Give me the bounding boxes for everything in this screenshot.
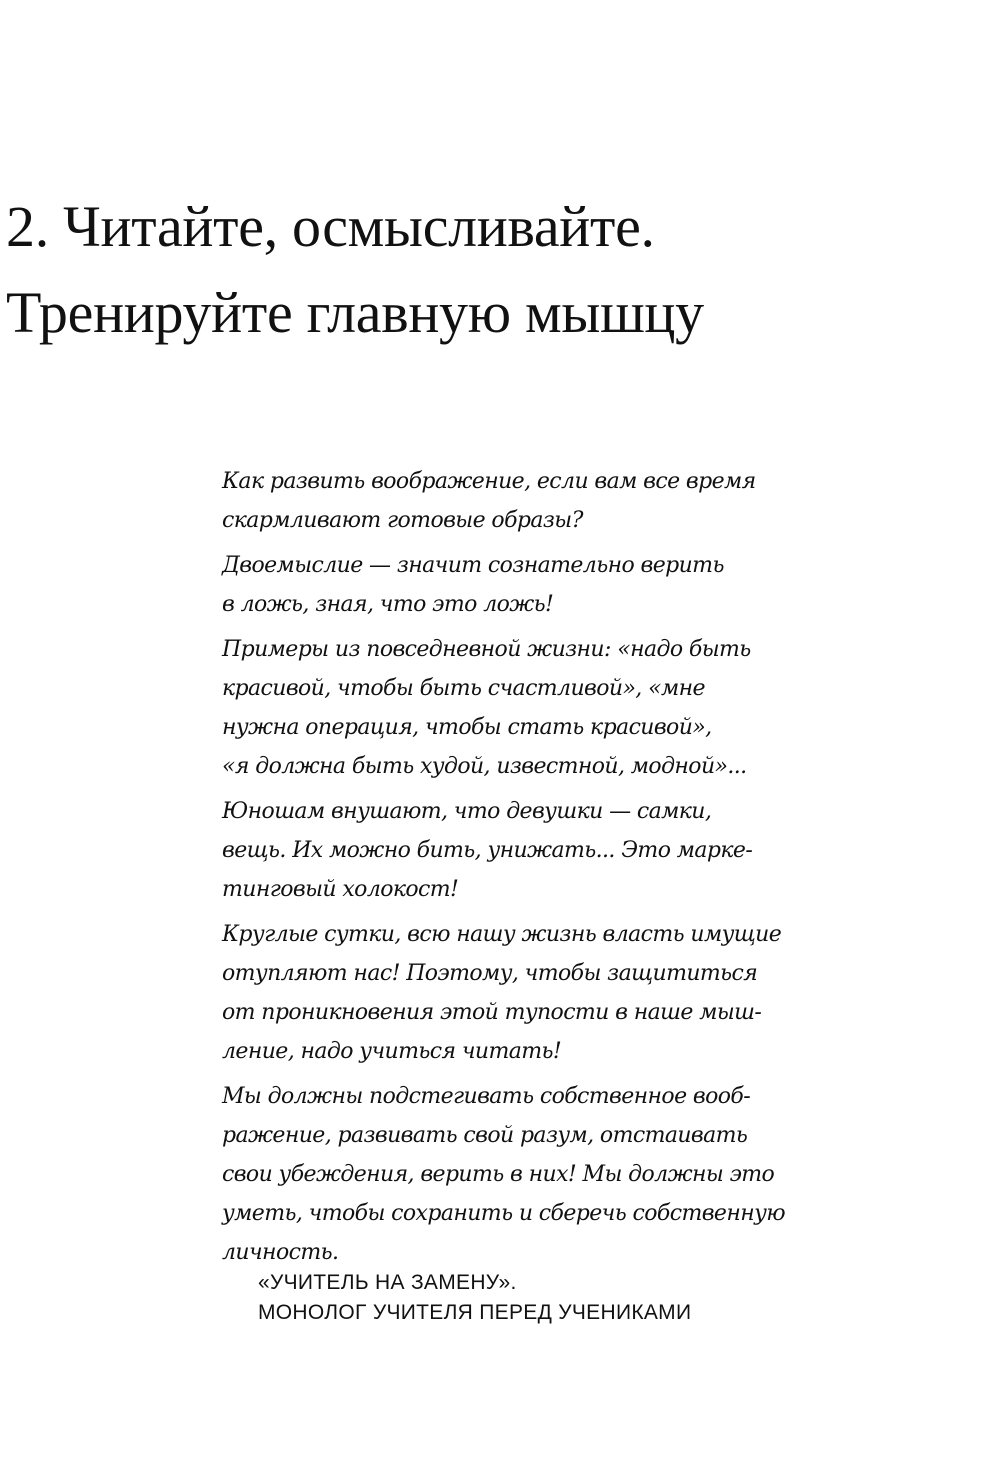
chapter-title-line-2: Тренируйте главную мышцу: [6, 280, 704, 345]
epigraph: [222, 462, 802, 1272]
chapter-title: [6, 184, 966, 356]
epigraph-paragraph: Мы должны подстегивать собственное вооб- ражение, развивать свой разум, отстаивать свои убеждения, верить в них! Мы должны это уметь, чтобы сохранить и сберечь собственную личность.: [222, 1084, 786, 1265]
epigraph-paragraph: Примеры из повседневной жизни: «надо быть красивой, чтобы быть счастливой», «мне нужна операция, чтобы стать красивой», «я должна быть худой, известной, модной»...: [222, 637, 751, 779]
epigraph-paragraph: Круглые сутки, всю нашу жизнь власть имущие отупляют нас! Поэтому, чтобы защититься от проникновения этой тупости в наше мыш- ление, надо учиться читать!: [222, 922, 782, 1064]
chapter-title-line-1: 2. Читайте, осмысливайте.: [6, 194, 655, 259]
attribution-line-2: МОНОЛОГ УЧИТЕЛЯ ПЕРЕД УЧЕНИКАМИ: [258, 1301, 692, 1324]
attribution-line-1: «УЧИТЕЛЬ НА ЗАМЕНУ».: [258, 1271, 517, 1294]
epigraph-paragraph: Юношам внушают, что девушки — самки, вещь. Их можно бить, унижать... Это марке- тинговый холокост!: [222, 799, 753, 902]
epigraph-paragraph: Как развить воображение, если вам все время скармливают готовые образы?: [222, 469, 756, 533]
epigraph-attribution: [258, 1268, 858, 1328]
epigraph-paragraph: Двоемыслие — значит сознательно верить в ложь, зная, что это ложь!: [222, 553, 724, 617]
